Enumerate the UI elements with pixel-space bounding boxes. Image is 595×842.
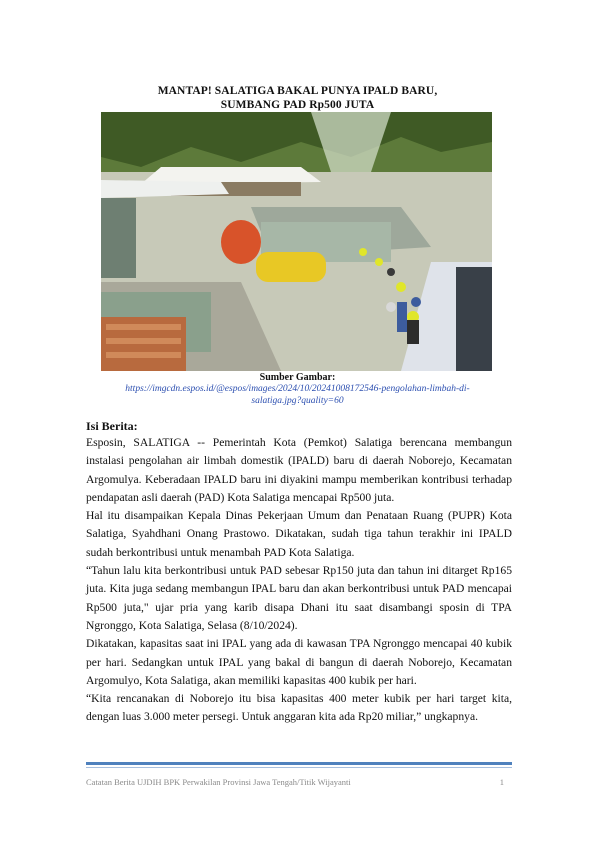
article-photo bbox=[101, 112, 492, 371]
image-source-link[interactable] bbox=[100, 383, 495, 407]
article-body bbox=[86, 434, 512, 727]
footer-divider bbox=[86, 762, 512, 765]
paragraph: Dikatakan, kapasitas saat ini IPAL yang ada di kawasan TPA Ngronggo mencapai 40 kubik per hari. Sedangkan untuk IPAL yang bakal di bangun di daerah Noborejo, Kecamatan Argomulyo, Kota Salatiga, akan memiliki kapasitas 400 kubik per hari. bbox=[86, 637, 512, 687]
footer-text: Catatan Berita UJDIH BPK Perwakilan Provinsi Jawa Tengah/Titik Wijayanti bbox=[86, 777, 351, 787]
image-source-line-2[interactable]: salatiga.jpg?quality=60 bbox=[251, 396, 344, 406]
page-footer bbox=[86, 777, 512, 787]
paragraph: Hal itu disampaikan Kepala Dinas Pekerjaan Umum dan Penataan Ruang (PUPR) Kota Salatiga, Syahdhani Onang Prastowo. Dikatakan, sudah tiga tahun terakhir ini IPALD sudah berkontribusi untuk menambah PAD Kota Salatiga. bbox=[86, 509, 512, 559]
footer-divider-thin bbox=[86, 767, 512, 768]
image-caption-label: Sumber Gambar: bbox=[259, 372, 336, 383]
paragraph: “Tahun lalu kita berkontribusi untuk PAD sebesar Rp150 juta dan tahun ini ditarget Rp165 juta. Kita juga sedang membangun IPAL baru dan akan berkontribusi untuk PAD mencapai Rp500 juta," ujar pria yang karib disapa Dhani itu saat disambangi sposin di TPA Ngronggo, Kota Salatiga, Selasa (8/10/2024). bbox=[86, 564, 512, 632]
title-line-2: SUMBANG PAD Rp500 JUTA bbox=[220, 99, 375, 111]
paragraph: Esposin, SALATIGA -- Pemerintah Kota (Pemkot) Salatiga berencana membangun instalasi pengolahan air limbah domestik (IPALD) baru di daerah Noborejo, Kecamatan Argomulya. Keberadaan IPALD baru ini diyakini mampu memberikan kontribusi terhadap pendapatan asli daerah (PAD) Kota Salatiga mencapai Rp500 juta. bbox=[86, 436, 512, 504]
image-source-line-1[interactable]: https://imgcdn.espos.id/@espos/images/2024/10/20241008172546-pengolahan-limbah-di- bbox=[125, 384, 470, 394]
title-line-1: MANTAP! SALATIGA BAKAL PUNYA IPALD BARU, bbox=[157, 85, 438, 97]
page-number: 1 bbox=[499, 777, 504, 787]
article-title bbox=[60, 84, 535, 112]
paragraph: “Kita rencanakan di Noborejo itu bisa kapasitas 400 meter kubik per hari target kita, dengan luas 3.000 meter persegi. Untuk anggaran kita ada Rp20 miliar,” ungkapnya. bbox=[86, 692, 512, 724]
section-title: Isi Berita: bbox=[86, 419, 138, 433]
